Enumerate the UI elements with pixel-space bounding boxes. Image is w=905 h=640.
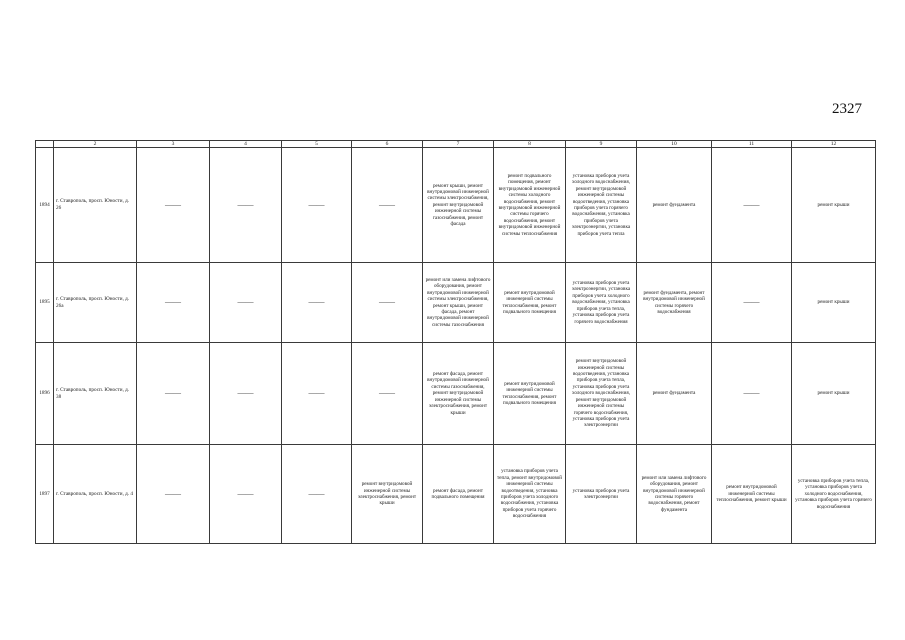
table-cell: ремонт крыши (792, 343, 876, 445)
column-header (36, 141, 54, 148)
column-header: 5 (282, 141, 352, 148)
table-cell: —— (137, 263, 210, 343)
table-cell: установка приборов учета электроэнергии (566, 445, 637, 544)
table-cell: —— (282, 148, 352, 263)
table-cell: ремонт внутридомовой инженерной системы теплоснабжения, ремонт подвального помещения (494, 263, 566, 343)
column-number-header-row (36, 141, 876, 148)
table-cell: ремонт внутридомовой инженерной системы электроснабжения, ремонт крыши (352, 445, 423, 544)
table-cell: ремонт фасада, ремонт внутридомовой инженерной системы газоснабжения, ремонт внутридомовой инженерной системы электроснабжения, ремонт крыши (423, 343, 494, 445)
row-number: 1895 (36, 263, 54, 343)
table-cell: ремонт внутридомовой инженерной системы теплоснабжения, ремонт подвального помещения (494, 343, 566, 445)
row-number: 1896 (36, 343, 54, 445)
address-cell: г. Ставрополь, просп. Юности, д. 26 (54, 148, 137, 263)
table-cell: установка приборов учета тепла, ремонт внутридомовой инженерной системы водоотведения, установка приборов учета холодного водоснабжения, установка приборов учета горячего водоснабжения (494, 445, 566, 544)
column-header: 9 (566, 141, 637, 148)
table-cell: —— (210, 343, 282, 445)
table-cell: ремонт фундамента (637, 148, 712, 263)
column-header: 12 (792, 141, 876, 148)
table-cell: —— (352, 343, 423, 445)
table-cell: —— (137, 445, 210, 544)
column-header: 8 (494, 141, 566, 148)
table-cell: —— (282, 263, 352, 343)
table-cell: ремонт или замена лифтового оборудования, ремонт внутридомовой инженерной системы электроснабжения, ремонт крыши, ремонт фасада, ремонт внутридомовой инженерной системы газоснабжения (423, 263, 494, 343)
table-cell: —— (712, 148, 792, 263)
column-header: 6 (352, 141, 423, 148)
table-cell: ремонт внутридомовой инженерной системы водоотведения, установка приборов учета тепла, установка приборов учета холодного водоснабжения, ремонт внутридомовой инженерной системы горячего водоснабжения, установка приборов учета электроэнергии (566, 343, 637, 445)
table-cell: установка приборов учета тепла, установка приборов учета холодного водоснабжения, установка приборов учета горячего водоснабжения (792, 445, 876, 544)
table-cell: установка приборов учета холодного водоснабжения, ремонт внутридомовой инженерной системы водоотведения, установка приборов учета горячего водоснабжения, установка приборов учета электроэнергии, установка приборов учета тепла (566, 148, 637, 263)
column-header: 3 (137, 141, 210, 148)
table-cell: —— (352, 263, 423, 343)
column-header: 7 (423, 141, 494, 148)
row-number: 1897 (36, 445, 54, 544)
table-cell: ремонт внутридомовой инженерной системы теплоснабжения, ремонт крыши (712, 445, 792, 544)
address-cell: г. Ставрополь, просп. Юности, д. 38 (54, 343, 137, 445)
table-cell: —— (282, 343, 352, 445)
row-number: 1894 (36, 148, 54, 263)
repair-schedule-table (35, 140, 876, 544)
table-cell: —— (210, 148, 282, 263)
table-cell: ремонт крыши (792, 263, 876, 343)
column-header: 10 (637, 141, 712, 148)
table-row (36, 263, 876, 343)
table-cell: —— (137, 343, 210, 445)
column-header: 2 (54, 141, 137, 148)
table-cell: —— (210, 263, 282, 343)
table-cell: —— (352, 148, 423, 263)
table-cell: ремонт фундамента, ремонт внутридомовой инженерной системы горячего водоснабжения (637, 263, 712, 343)
table-cell: ремонт или замена лифтового оборудования, ремонт внутридомовой инженерной системы горячего водоснабжения, ремонт фундамента (637, 445, 712, 544)
page-number: 2327 (832, 101, 862, 117)
table-cell: ремонт фундамента (637, 343, 712, 445)
table-row (36, 445, 876, 544)
table-cell: ремонт крыши (792, 148, 876, 263)
address-cell: г. Ставрополь, просп. Юности, д. 4 (54, 445, 137, 544)
table-cell: —— (712, 343, 792, 445)
column-header: 4 (210, 141, 282, 148)
table-cell: ремонт подвального помещения, ремонт внутридомовой инженерной системы холодного водоснабжения, ремонт внутридомовой инженерной системы горячего водоснабжения, ремонт внутридомовой инженерной системы теплоснабжения (494, 148, 566, 263)
table-cell: ремонт фасада, ремонт подвального помещения (423, 445, 494, 544)
address-cell: г. Ставрополь, просп. Юности, д. 26а (54, 263, 137, 343)
table-row (36, 148, 876, 263)
table-cell: —— (712, 263, 792, 343)
table-cell: —— (137, 148, 210, 263)
column-header: 11 (712, 141, 792, 148)
table-row (36, 343, 876, 445)
table-cell: —— (210, 445, 282, 544)
table-cell: установка приборов учета электроэнергии, установка приборов учета холодного водоснабжения, установка приборов учета тепла, установка приборов учета горячего водоснабжения (566, 263, 637, 343)
table-cell: ремонт крыши, ремонт внутридомовой инженерной системы электроснабжения, ремонт внутридомовой инженерной системы газоснабжения, ремонт фасада (423, 148, 494, 263)
table-cell: —— (282, 445, 352, 544)
